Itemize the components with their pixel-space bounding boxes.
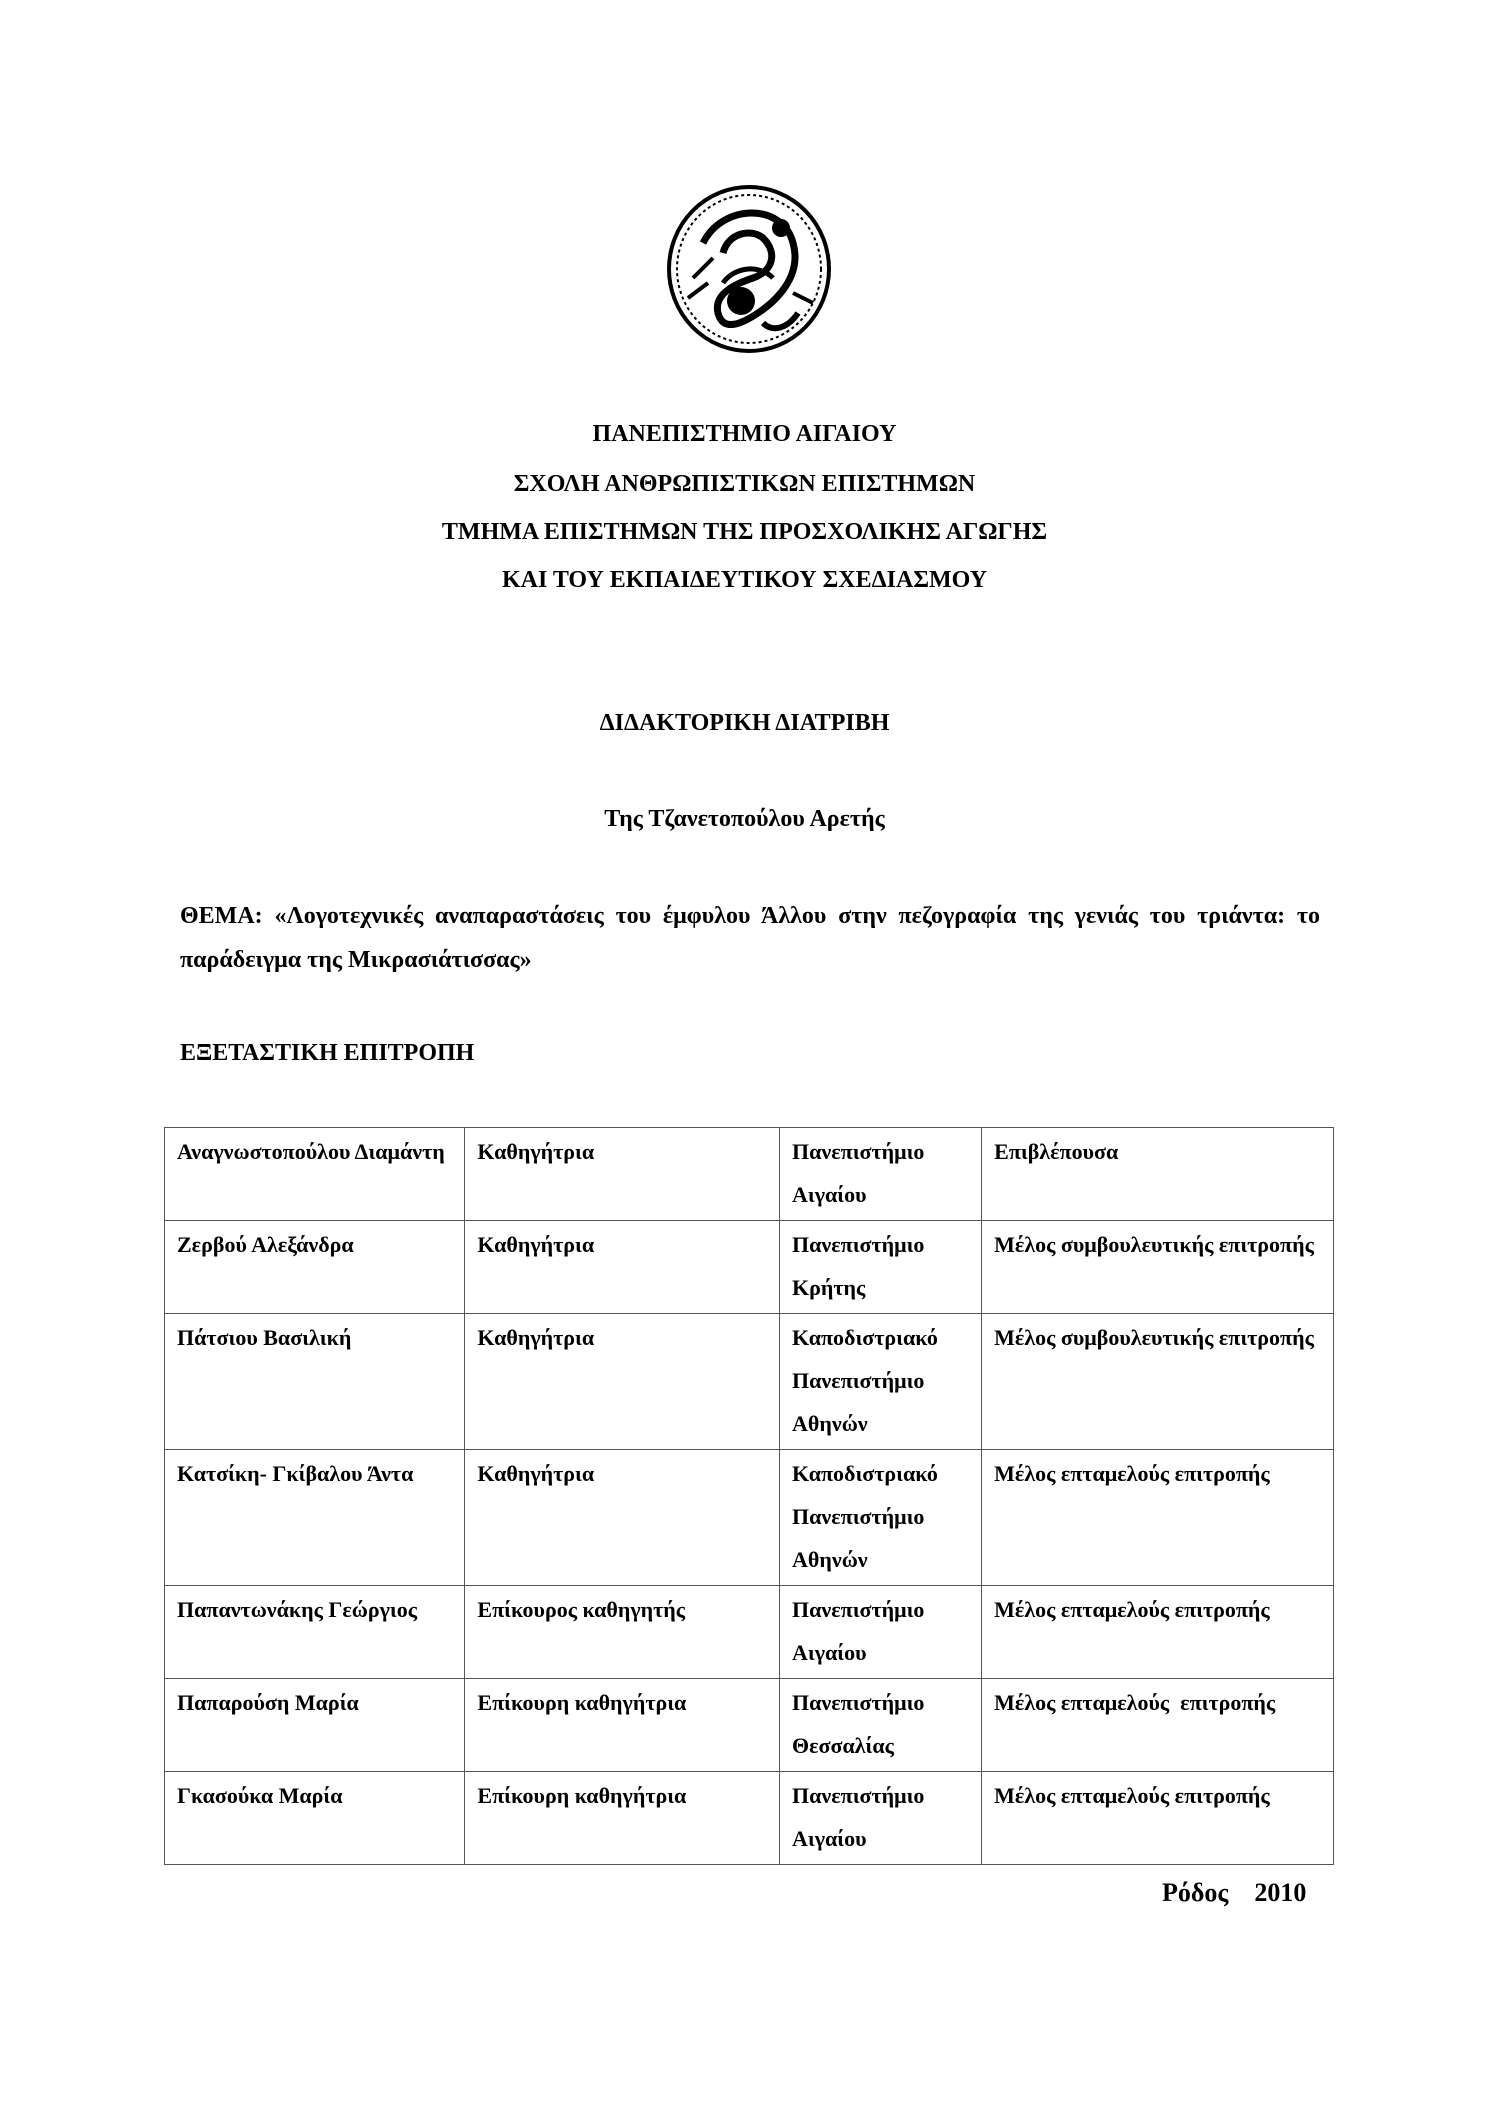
- place-and-year: [1162, 1878, 1306, 1908]
- member-university: Πανεπιστήμιο Αιγαίου: [780, 1128, 982, 1221]
- member-name: Αναγνωστοπούλου Διαμάντη: [165, 1128, 465, 1221]
- member-name: Παπαντωνάκης Γεώργιος: [165, 1586, 465, 1679]
- member-title: Επίκουρη καθηγήτρια: [465, 1679, 780, 1772]
- member-title: Καθηγήτρια: [465, 1221, 780, 1314]
- table-row: [165, 1450, 1334, 1586]
- author-line: Της Τζανετοπούλου Αρετής: [604, 806, 885, 832]
- member-university: Πανεπιστήμιο Αιγαίου: [780, 1772, 982, 1865]
- table-row: [165, 1314, 1334, 1450]
- place: Ρόδος: [1162, 1878, 1229, 1907]
- thesis-subject: ΘΕΜΑ: «Λογοτεχνικές αναπαραστάσεις του έμφυλου Άλλου στην πεζογραφία της γενιάς του τριάντα: το παράδειγμα της Μικρασιάτισσας»: [180, 903, 1320, 973]
- member-university: Πανεπιστήμιο Αιγαίου: [780, 1586, 982, 1679]
- year: 2010: [1254, 1878, 1307, 1907]
- member-role: Επιβλέπουσα: [982, 1128, 1334, 1221]
- member-name: Κατσίκη- Γκίβαλου Άντα: [165, 1450, 465, 1586]
- table-row: [165, 1679, 1334, 1772]
- member-role: Μέλος επταμελούς επιτροπής: [982, 1450, 1334, 1586]
- committee-table: [164, 1127, 1334, 1865]
- table-row: [165, 1221, 1334, 1314]
- member-title: Επίκουρος καθηγητής: [465, 1586, 780, 1679]
- member-title: Καθηγήτρια: [465, 1450, 780, 1586]
- member-name: Γκασούκα Μαρία: [165, 1772, 465, 1865]
- member-title: Επίκουρη καθηγήτρια: [465, 1772, 780, 1865]
- table-row: [165, 1128, 1334, 1221]
- member-name: Ζερβού Αλεξάνδρα: [165, 1221, 465, 1314]
- member-role: Μέλος συμβουλευτικής επιτροπής: [982, 1221, 1334, 1314]
- member-role: Μέλος επταμελούς επιτροπής: [982, 1772, 1334, 1865]
- university-seal-logo: [663, 183, 835, 355]
- member-role: Μέλος επταμελούς επιτροπής: [982, 1679, 1334, 1772]
- institution-line-2: ΣΧΟΛΗ ΑΝΘΡΩΠΙΣΤΙΚΩΝ ΕΠΙΣΤΗΜΩΝ: [513, 471, 976, 497]
- member-role: Μέλος συμβουλευτικής επιτροπής: [982, 1314, 1334, 1450]
- table-row: [165, 1772, 1334, 1865]
- member-university: Πανεπιστήμιο Θεσσαλίας: [780, 1679, 982, 1772]
- member-name: Πάτσιου Βασιλική: [165, 1314, 465, 1450]
- institution-line-1: ΠΑΝΕΠΙΣΤΗΜΙΟ ΑΙΓΑΙΟΥ: [592, 421, 897, 447]
- member-university: Καποδιστριακό Πανεπιστήμιο Αθηνών: [780, 1314, 982, 1450]
- institution-line-4: ΚΑΙ ΤΟΥ ΕΚΠΑΙΔΕΥΤΙΚΟΥ ΣΧΕΔΙΑΣΜΟΥ: [501, 567, 988, 593]
- member-university: Πανεπιστήμιο Κρήτης: [780, 1221, 982, 1314]
- committee-heading: ΕΞΕΤΑΣΤΙΚΗ ΕΠΙΤΡΟΠΗ: [180, 1040, 475, 1066]
- member-title: Καθηγήτρια: [465, 1128, 780, 1221]
- member-university: Καποδιστριακό Πανεπιστήμιο Αθηνών: [780, 1450, 982, 1586]
- member-role: Μέλος επταμελούς επιτροπής: [982, 1586, 1334, 1679]
- thesis-type: ΔΙΔΑΚΤΟΡΙΚΗ ΔΙΑΤΡΙΒΗ: [599, 710, 890, 736]
- table-row: [165, 1586, 1334, 1679]
- institution-line-3: ΤΜΗΜΑ ΕΠΙΣΤΗΜΩΝ ΤΗΣ ΠΡΟΣΧΟΛΙΚΗΣ ΑΓΩΓΗΣ: [441, 519, 1048, 545]
- member-name: Παπαρούση Μαρία: [165, 1679, 465, 1772]
- member-title: Καθηγήτρια: [465, 1314, 780, 1450]
